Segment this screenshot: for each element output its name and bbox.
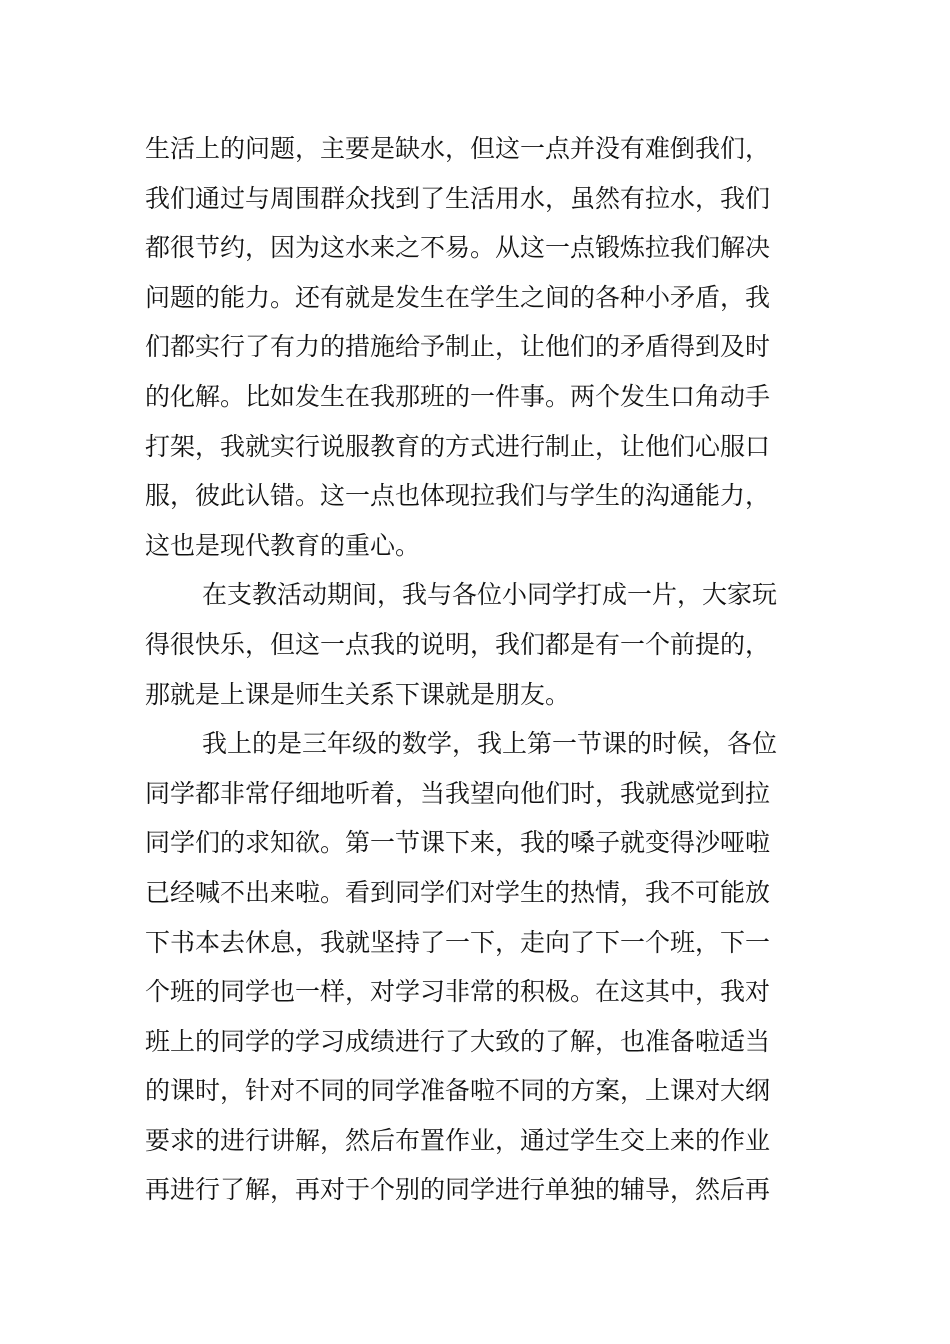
document-body — [145, 124, 815, 1215]
text-line: 同学们的求知欲。第一节课下来，我的嗓子就变得沙哑啦 — [145, 828, 771, 858]
text-line: 得很快乐，但这一点我的说明，我们都是有一个前提的， — [145, 629, 771, 659]
text-line: 问题的能力。还有就是发生在学生之间的各种小矛盾，我 — [145, 282, 771, 312]
paragraph-2 — [145, 570, 815, 719]
text-line: 要求的进行讲解，然后布置作业，通过学生交上来的作业 — [145, 1125, 771, 1155]
text-line: 再进行了解，再对于个别的同学进行单独的辅导，然后再 — [145, 1175, 771, 1205]
text-line: 都很节约，因为这水来之不易。从这一点锻炼拉我们解决 — [145, 233, 771, 263]
text-line-indented: 在支教活动期间，我与各位小同学打成一片，大家玩 — [202, 580, 778, 610]
text-line: 的化解。比如发生在我那班的一件事。两个发生口角动手 — [145, 381, 771, 411]
paragraph-3 — [145, 719, 815, 1215]
paragraph-1 — [145, 124, 815, 570]
text-line: 这也是现代教育的重心。 — [145, 530, 421, 560]
text-line: 已经喊不出来啦。看到同学们对学生的热情，我不可能放 — [145, 877, 771, 907]
text-line: 个班的同学也一样，对学习非常的积极。在这其中，我对 — [145, 977, 771, 1007]
text-line: 下书本去休息，我就坚持了一下，走向了下一个班，下一 — [145, 927, 771, 957]
text-line: 我们通过与周围群众找到了生活用水，虽然有拉水，我们 — [145, 183, 771, 213]
text-line-indented: 我上的是三年级的数学，我上第一节课的时候，各位 — [202, 729, 778, 759]
text-line: 生活上的问题，主要是缺水，但这一点并没有难倒我们， — [145, 134, 771, 163]
text-line: 同学都非常仔细地听着，当我望向他们时，我就感觉到拉 — [145, 778, 771, 808]
text-line: 的课时，针对不同的同学准备啦不同的方案，上课对大纲 — [145, 1076, 771, 1106]
text-line: 班上的同学的学习成绩进行了大致的了解，也准备啦适当 — [145, 1026, 771, 1056]
text-line: 打架，我就实行说服教育的方式进行制止，让他们心服口 — [145, 431, 771, 461]
text-line: 服，彼此认错。这一点也体现拉我们与学生的沟通能力， — [145, 481, 771, 511]
text-line: 们都实行了有力的措施给予制止，让他们的矛盾得到及时 — [145, 332, 771, 362]
text-line: 那就是上课是师生关系下课就是朋友。 — [145, 679, 571, 709]
